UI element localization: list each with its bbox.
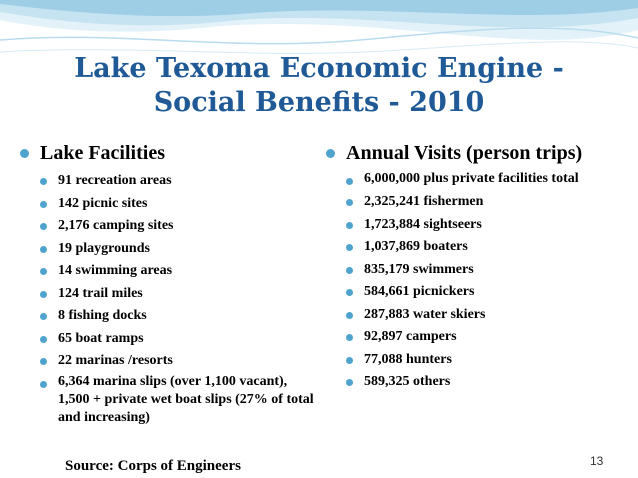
bullet-icon — [326, 149, 335, 158]
list-item: 6,364 marina slips (over 1,100 vacant), 1,500 + private wet boat slips (27% of total and increasing) — [40, 373, 315, 430]
page-number: 13 — [590, 454, 604, 468]
bullet-icon — [346, 199, 353, 206]
bullet-icon — [40, 246, 47, 253]
list-item: 835,179 swimmers — [346, 259, 621, 282]
lake-facilities-column — [20, 140, 315, 430]
bullet-icon — [40, 336, 47, 343]
list-item: 77,088 hunters — [346, 349, 621, 372]
list-item: 2,325,241 fishermen — [346, 191, 621, 214]
annual-visits-column — [326, 140, 621, 394]
bullet-icon — [346, 379, 353, 386]
bullet-icon — [346, 222, 353, 229]
lake-facilities-heading: Lake Facilities — [20, 140, 315, 166]
bullet-icon — [40, 358, 47, 365]
source-note: Source: Corps of Engineers — [65, 458, 241, 474]
list-item: 589,325 others — [346, 371, 621, 394]
bullet-icon — [346, 357, 353, 364]
list-item: 287,883 water skiers — [346, 304, 621, 327]
lake-facilities-list — [20, 170, 315, 430]
list-item: 2,176 camping sites — [40, 215, 315, 238]
bullet-icon — [40, 178, 47, 185]
bullet-icon — [346, 289, 353, 296]
bullet-icon — [346, 334, 353, 341]
bullet-icon — [346, 244, 353, 251]
bullet-icon — [40, 223, 47, 230]
list-item: 19 playgrounds — [40, 238, 315, 261]
list-item: 22 marinas /resorts — [40, 350, 315, 373]
list-item: 6,000,000 plus private facilities total — [346, 170, 621, 191]
bullet-icon — [20, 149, 29, 158]
list-item: 92,897 campers — [346, 326, 621, 349]
bullet-icon — [40, 201, 47, 208]
title-line-2: Social Benefits - 2010 — [153, 87, 485, 118]
bullet-icon — [40, 268, 47, 275]
list-item: 1,723,884 sightseers — [346, 214, 621, 237]
list-item: 142 picnic sites — [40, 193, 315, 216]
list-item: 91 recreation areas — [40, 170, 315, 193]
bullet-icon — [40, 313, 47, 320]
list-item: 8 fishing docks — [40, 305, 315, 328]
list-item: 65 boat ramps — [40, 328, 315, 351]
annual-visits-heading: Annual Visits (person trips) — [326, 140, 621, 166]
bullet-icon — [40, 291, 47, 298]
list-item: 124 trail miles — [40, 283, 315, 306]
bullet-icon — [346, 178, 353, 185]
bullet-icon — [346, 267, 353, 274]
slide-title — [40, 52, 598, 120]
list-item: 14 swimming areas — [40, 260, 315, 283]
annual-visits-list — [326, 170, 621, 394]
bullet-icon — [40, 381, 47, 388]
bullet-icon — [346, 312, 353, 319]
list-item: 584,661 picnickers — [346, 281, 621, 304]
list-item: 1,037,869 boaters — [346, 236, 621, 259]
title-line-1: Lake Texoma Economic Engine - — [74, 53, 564, 84]
